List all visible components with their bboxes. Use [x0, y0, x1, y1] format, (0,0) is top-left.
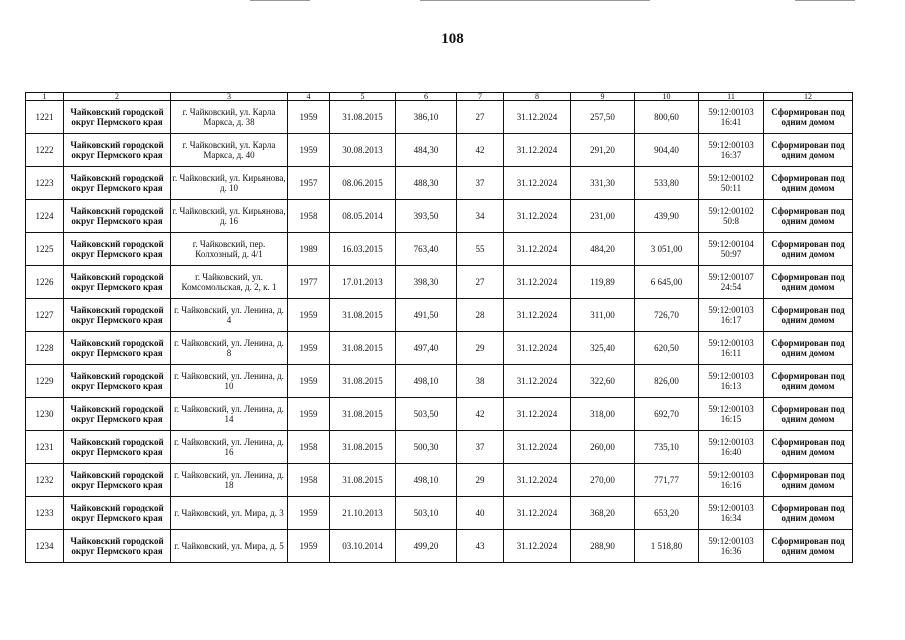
cadastral-number-cell: 59:12:00103 16:17	[699, 299, 764, 332]
area-3-cell: 1 518,80	[635, 530, 699, 563]
area-2-cell: 231,00	[571, 200, 635, 233]
area-total-cell: 386,10	[396, 101, 457, 134]
row-number-cell: 1230	[26, 398, 64, 431]
deadline-cell: 31.12.2024	[504, 233, 571, 266]
date-cell: 31.08.2015	[330, 101, 396, 134]
build-year-cell: 1959	[288, 101, 330, 134]
area-2-cell: 322,60	[571, 365, 635, 398]
cadastral-number-cell: 59:12:00103 16:34	[699, 497, 764, 530]
status-cell: Сформирован под одним домом	[764, 101, 853, 134]
registry-table	[25, 92, 853, 563]
header-row	[26, 93, 853, 101]
date-cell: 17.01.2013	[330, 266, 396, 299]
count-cell: 37	[457, 431, 504, 464]
table-row	[26, 431, 853, 464]
date-cell: 08.05.2014	[330, 200, 396, 233]
row-number-cell: 1233	[26, 497, 64, 530]
build-year-cell: 1959	[288, 398, 330, 431]
count-cell: 42	[457, 398, 504, 431]
area-3-cell: 904,40	[635, 134, 699, 167]
deadline-cell: 31.12.2024	[504, 200, 571, 233]
area-total-cell: 503,50	[396, 398, 457, 431]
table-row	[26, 365, 853, 398]
area-3-cell: 3 051,00	[635, 233, 699, 266]
cadastral-number-cell: 59:12:00103 16:15	[699, 398, 764, 431]
table-row	[26, 266, 853, 299]
area-2-cell: 318,00	[571, 398, 635, 431]
date-cell: 31.08.2015	[330, 365, 396, 398]
row-number-cell: 1225	[26, 233, 64, 266]
municipality-cell: Чайковский городской округ Пермского края	[64, 200, 171, 233]
status-cell: Сформирован под одним домом	[764, 200, 853, 233]
cadastral-number-cell: 59:12:00103 16:11	[699, 332, 764, 365]
date-cell: 08.06.2015	[330, 167, 396, 200]
municipality-cell: Чайковский городской округ Пермского края	[64, 464, 171, 497]
cadastral-number-cell: 59:12:00107 24:54	[699, 266, 764, 299]
cadastral-number-cell: 59:12:00103 16:37	[699, 134, 764, 167]
address-cell: г. Чайковский, ул. Ленина, д. 10	[171, 365, 288, 398]
municipality-cell: Чайковский городской округ Пермского края	[64, 497, 171, 530]
row-number-cell: 1226	[26, 266, 64, 299]
address-cell: г. Чайковский, ул. Комсомольская, д. 2, к. 1	[171, 266, 288, 299]
municipality-cell: Чайковский городской округ Пермского края	[64, 134, 171, 167]
date-cell: 16.03.2015	[330, 233, 396, 266]
column-header: 5	[330, 93, 396, 101]
address-cell: г. Чайковский, ул. Ленина, д. 18	[171, 464, 288, 497]
area-3-cell: 826,00	[635, 365, 699, 398]
column-header: 6	[396, 93, 457, 101]
date-cell: 31.08.2015	[330, 464, 396, 497]
build-year-cell: 1958	[288, 431, 330, 464]
table-row	[26, 530, 853, 563]
area-2-cell: 119,89	[571, 266, 635, 299]
municipality-cell: Чайковский городской округ Пермского края	[64, 431, 171, 464]
status-cell: Сформирован под одним домом	[764, 464, 853, 497]
area-3-cell: 735,10	[635, 431, 699, 464]
status-cell: Сформирован под одним домом	[764, 299, 853, 332]
municipality-cell: Чайковский городской округ Пермского края	[64, 167, 171, 200]
area-total-cell: 497,40	[396, 332, 457, 365]
area-3-cell: 620,50	[635, 332, 699, 365]
deadline-cell: 31.12.2024	[504, 101, 571, 134]
column-header: 10	[635, 93, 699, 101]
status-cell: Сформирован под одним домом	[764, 530, 853, 563]
table-row	[26, 233, 853, 266]
table-row	[26, 332, 853, 365]
table-row	[26, 200, 853, 233]
date-cell: 31.08.2015	[330, 398, 396, 431]
address-cell: г. Чайковский, ул. Кирьянова, д. 16	[171, 200, 288, 233]
area-total-cell: 498,10	[396, 464, 457, 497]
column-header: 2	[64, 93, 171, 101]
column-header: 8	[504, 93, 571, 101]
row-number-cell: 1227	[26, 299, 64, 332]
status-cell: Сформирован под одним домом	[764, 497, 853, 530]
top-rule-right	[795, 0, 855, 1]
deadline-cell: 31.12.2024	[504, 431, 571, 464]
municipality-cell: Чайковский городской округ Пермского края	[64, 266, 171, 299]
area-2-cell: 257,50	[571, 101, 635, 134]
area-2-cell: 270,00	[571, 464, 635, 497]
status-cell: Сформирован под одним домом	[764, 233, 853, 266]
deadline-cell: 31.12.2024	[504, 134, 571, 167]
row-number-cell: 1224	[26, 200, 64, 233]
status-cell: Сформирован под одним домом	[764, 134, 853, 167]
build-year-cell: 1959	[288, 134, 330, 167]
address-cell: г. Чайковский, ул. Ленина, д. 14	[171, 398, 288, 431]
cadastral-number-cell: 59:12:00103 16:41	[699, 101, 764, 134]
table-row	[26, 299, 853, 332]
table-row	[26, 497, 853, 530]
deadline-cell: 31.12.2024	[504, 530, 571, 563]
row-number-cell: 1231	[26, 431, 64, 464]
count-cell: 40	[457, 497, 504, 530]
municipality-cell: Чайковский городской округ Пермского края	[64, 233, 171, 266]
area-total-cell: 491,50	[396, 299, 457, 332]
row-number-cell: 1223	[26, 167, 64, 200]
address-cell: г. Чайковский, пер. Колхозный, д. 4/1	[171, 233, 288, 266]
row-number-cell: 1232	[26, 464, 64, 497]
status-cell: Сформирован под одним домом	[764, 266, 853, 299]
date-cell: 31.08.2015	[330, 299, 396, 332]
municipality-cell: Чайковский городской округ Пермского края	[64, 299, 171, 332]
deadline-cell: 31.12.2024	[504, 167, 571, 200]
deadline-cell: 31.12.2024	[504, 464, 571, 497]
column-header: 1	[26, 93, 64, 101]
area-2-cell: 331,30	[571, 167, 635, 200]
date-cell: 31.08.2015	[330, 332, 396, 365]
build-year-cell: 1959	[288, 497, 330, 530]
cadastral-number-cell: 59:12:00102 50:11	[699, 167, 764, 200]
area-total-cell: 499,20	[396, 530, 457, 563]
address-cell: г. Чайковский, ул. Карла Маркса, д. 40	[171, 134, 288, 167]
table-row	[26, 398, 853, 431]
status-cell: Сформирован под одним домом	[764, 365, 853, 398]
build-year-cell: 1958	[288, 200, 330, 233]
top-rule-center	[420, 0, 650, 1]
address-cell: г. Чайковский, ул. Мира, д. 5	[171, 530, 288, 563]
area-total-cell: 393,50	[396, 200, 457, 233]
count-cell: 27	[457, 101, 504, 134]
row-number-cell: 1228	[26, 332, 64, 365]
area-2-cell: 484,20	[571, 233, 635, 266]
status-cell: Сформирован под одним домом	[764, 431, 853, 464]
area-2-cell: 311,00	[571, 299, 635, 332]
table-row	[26, 464, 853, 497]
deadline-cell: 31.12.2024	[504, 398, 571, 431]
row-number-cell: 1234	[26, 530, 64, 563]
area-total-cell: 503,10	[396, 497, 457, 530]
address-cell: г. Чайковский, ул. Ленина, д. 8	[171, 332, 288, 365]
cadastral-number-cell: 59:12:00103 16:36	[699, 530, 764, 563]
count-cell: 55	[457, 233, 504, 266]
area-2-cell: 291,20	[571, 134, 635, 167]
area-3-cell: 726,70	[635, 299, 699, 332]
count-cell: 37	[457, 167, 504, 200]
build-year-cell: 1959	[288, 299, 330, 332]
build-year-cell: 1959	[288, 365, 330, 398]
deadline-cell: 31.12.2024	[504, 299, 571, 332]
cadastral-number-cell: 59:12:00103 16:40	[699, 431, 764, 464]
cadastral-number-cell: 59:12:00102 50:8	[699, 200, 764, 233]
deadline-cell: 31.12.2024	[504, 332, 571, 365]
count-cell: 42	[457, 134, 504, 167]
deadline-cell: 31.12.2024	[504, 497, 571, 530]
column-header: 3	[171, 93, 288, 101]
municipality-cell: Чайковский городской округ Пермского края	[64, 101, 171, 134]
date-cell: 21.10.2013	[330, 497, 396, 530]
table-row	[26, 134, 853, 167]
area-2-cell: 288,90	[571, 530, 635, 563]
status-cell: Сформирован под одним домом	[764, 332, 853, 365]
build-year-cell: 1959	[288, 332, 330, 365]
count-cell: 29	[457, 332, 504, 365]
address-cell: г. Чайковский, ул. Мира, д. 3	[171, 497, 288, 530]
municipality-cell: Чайковский городской округ Пермского края	[64, 398, 171, 431]
table-row	[26, 101, 853, 134]
count-cell: 34	[457, 200, 504, 233]
area-2-cell: 325,40	[571, 332, 635, 365]
status-cell: Сформирован под одним домом	[764, 398, 853, 431]
count-cell: 29	[457, 464, 504, 497]
area-3-cell: 439,90	[635, 200, 699, 233]
deadline-cell: 31.12.2024	[504, 266, 571, 299]
cadastral-number-cell: 59:12:00104 50:97	[699, 233, 764, 266]
address-cell: г. Чайковский, ул. Ленина, д. 4	[171, 299, 288, 332]
column-header: 9	[571, 93, 635, 101]
area-total-cell: 488,30	[396, 167, 457, 200]
area-2-cell: 368,20	[571, 497, 635, 530]
page-number: 108	[441, 31, 464, 47]
deadline-cell: 31.12.2024	[504, 365, 571, 398]
area-total-cell: 498,10	[396, 365, 457, 398]
area-total-cell: 500,30	[396, 431, 457, 464]
cadastral-number-cell: 59:12:00103 16:16	[699, 464, 764, 497]
date-cell: 03.10.2014	[330, 530, 396, 563]
row-number-cell: 1229	[26, 365, 64, 398]
count-cell: 43	[457, 530, 504, 563]
area-3-cell: 533,80	[635, 167, 699, 200]
count-cell: 28	[457, 299, 504, 332]
table-body	[26, 101, 853, 563]
municipality-cell: Чайковский городской округ Пермского края	[64, 365, 171, 398]
column-header: 4	[288, 93, 330, 101]
count-cell: 38	[457, 365, 504, 398]
date-cell: 31.08.2015	[330, 431, 396, 464]
build-year-cell: 1958	[288, 464, 330, 497]
cadastral-number-cell: 59:12:00103 16:13	[699, 365, 764, 398]
count-cell: 27	[457, 266, 504, 299]
address-cell: г. Чайковский, ул. Карла Маркса, д. 38	[171, 101, 288, 134]
status-cell: Сформирован под одним домом	[764, 167, 853, 200]
top-rule-left	[250, 0, 310, 1]
date-cell: 30.08.2013	[330, 134, 396, 167]
area-3-cell: 653,20	[635, 497, 699, 530]
column-header: 7	[457, 93, 504, 101]
column-header: 11	[699, 93, 764, 101]
area-total-cell: 484,30	[396, 134, 457, 167]
area-total-cell: 398,30	[396, 266, 457, 299]
build-year-cell: 1989	[288, 233, 330, 266]
build-year-cell: 1959	[288, 530, 330, 563]
area-3-cell: 6 645,00	[635, 266, 699, 299]
area-3-cell: 800,60	[635, 101, 699, 134]
municipality-cell: Чайковский городской округ Пермского края	[64, 530, 171, 563]
municipality-cell: Чайковский городской округ Пермского края	[64, 332, 171, 365]
area-total-cell: 763,40	[396, 233, 457, 266]
build-year-cell: 1957	[288, 167, 330, 200]
address-cell: г. Чайковский, ул. Ленина, д. 16	[171, 431, 288, 464]
area-3-cell: 771,77	[635, 464, 699, 497]
address-cell: г. Чайковский, ул. Кирьянова, д. 10	[171, 167, 288, 200]
build-year-cell: 1977	[288, 266, 330, 299]
row-number-cell: 1222	[26, 134, 64, 167]
area-2-cell: 260,00	[571, 431, 635, 464]
column-header: 12	[764, 93, 853, 101]
row-number-cell: 1221	[26, 101, 64, 134]
table-row	[26, 167, 853, 200]
area-3-cell: 692,70	[635, 398, 699, 431]
